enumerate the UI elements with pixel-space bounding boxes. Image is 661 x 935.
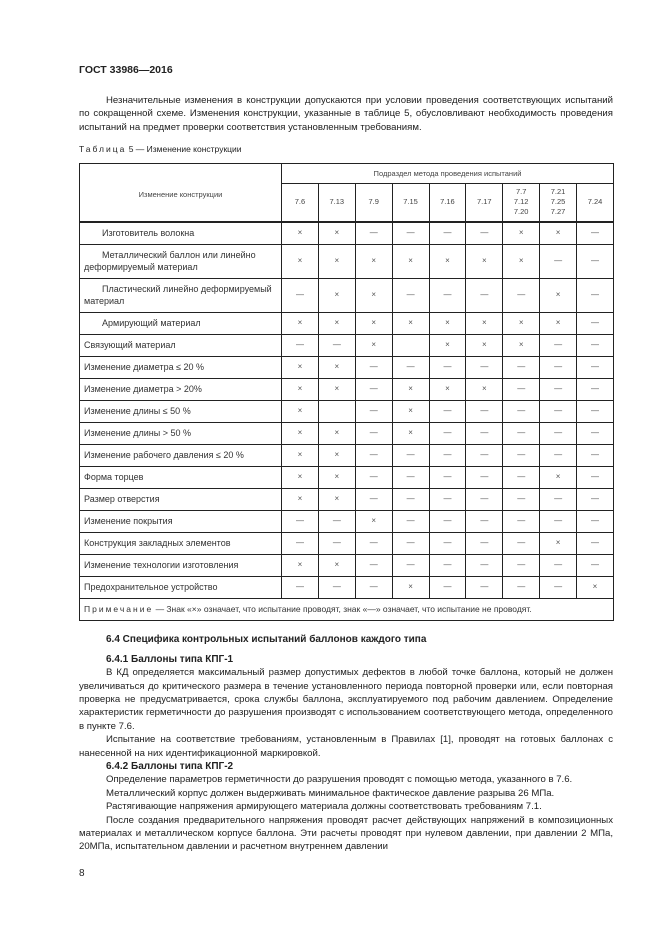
cell-mark: — [355, 466, 392, 488]
cell-mark: — [392, 532, 429, 554]
table-row [80, 466, 614, 488]
cell-mark: — [540, 554, 577, 576]
table-caption [79, 144, 613, 155]
caption-label: Таблица [79, 144, 127, 155]
table-row [80, 532, 614, 554]
cell-mark: × [577, 576, 614, 598]
design-change-table [79, 163, 614, 621]
cell-mark: — [577, 400, 614, 422]
section-6-4-1-title: 6.4.1 Баллоны типа КПГ-1 [106, 653, 234, 665]
cell-mark: — [577, 278, 614, 312]
row-label: Конструкция закладных элементов [80, 532, 282, 554]
cell-mark: × [540, 222, 577, 245]
cell-mark: × [503, 312, 540, 334]
cell-mark: × [355, 312, 392, 334]
paragraph: В КД определяется максимальный размер допустимых дефектов в любой точке баллона, который не должен увеличиваться до критического размера в течение установленного периода повторной проверки или, если повторная проверка не предусматривается, срока службы баллона, эксплуатируемого под рабочим давлением. Определение характеристик герметичности до разрушения производят с использованием соответствующего метода, определенного в пункте 7.6. [79, 667, 613, 732]
cell-mark: — [355, 554, 392, 576]
cell-mark: — [540, 488, 577, 510]
cell-mark: — [540, 444, 577, 466]
cell-mark: — [503, 278, 540, 312]
cell-mark: — [355, 400, 392, 422]
cell-mark: × [355, 278, 392, 312]
cell-mark: — [392, 554, 429, 576]
cell-mark: × [540, 278, 577, 312]
cell-mark: × [466, 312, 503, 334]
cell-mark: × [318, 312, 355, 334]
cell-mark: × [318, 488, 355, 510]
row-label: Изменение диаметра > 20% [80, 378, 282, 400]
cell-mark: — [577, 356, 614, 378]
cell-mark: — [429, 532, 466, 554]
cell-mark: — [577, 466, 614, 488]
cell-mark: — [282, 278, 319, 312]
cell-mark: — [503, 378, 540, 400]
cell-mark: — [466, 278, 503, 312]
cell-mark: — [503, 510, 540, 532]
cell-mark: — [577, 312, 614, 334]
cell-mark: × [318, 278, 355, 312]
cell-mark: — [466, 222, 503, 245]
cell-mark: × [392, 244, 429, 278]
table-note [80, 598, 614, 620]
cell-mark: × [318, 244, 355, 278]
cell-mark: — [466, 400, 503, 422]
paragraph: После создания предварительного напряжения проводят расчет действующих напряжений в композиционных материалах и металлическом корпусе баллона. Эти расчеты проводят при нулевом давлении, при давлении 2 МПа, 20МПа, испытательном давлении и расчетном внутреннем давлении [79, 814, 613, 853]
cell-mark: × [392, 422, 429, 444]
cell-mark: × [282, 378, 319, 400]
cell-mark: — [429, 554, 466, 576]
row-label: Форма торцев [80, 466, 282, 488]
cell-mark: — [577, 334, 614, 356]
cell-mark [392, 334, 429, 356]
cell-mark: × [503, 244, 540, 278]
note-label: Примечание [84, 603, 154, 614]
cell-mark: — [355, 444, 392, 466]
cell-mark: × [503, 222, 540, 245]
cell-mark: — [355, 356, 392, 378]
cell-mark: — [540, 334, 577, 356]
cell-mark: — [318, 510, 355, 532]
row-label: Изменение технологии изготовления [80, 554, 282, 576]
cell-mark: × [355, 244, 392, 278]
cell-mark: — [429, 356, 466, 378]
cell-mark: — [466, 510, 503, 532]
cell-mark: × [318, 554, 355, 576]
col-header: 7.6 [282, 184, 319, 222]
cell-mark: — [429, 278, 466, 312]
row-label: Изменение рабочего давления ≤ 20 % [80, 444, 282, 466]
cell-mark: — [318, 532, 355, 554]
cell-mark: × [429, 334, 466, 356]
cell-mark: × [392, 312, 429, 334]
cell-mark: — [466, 576, 503, 598]
cell-mark: — [466, 356, 503, 378]
table-row [80, 422, 614, 444]
paragraph: Металлический корпус должен выдерживать минимальное фактическое давление разрыва 26 МПа. [106, 787, 555, 799]
cell-mark: × [282, 554, 319, 576]
cell-mark: — [577, 244, 614, 278]
cell-mark: × [282, 488, 319, 510]
cell-mark: × [318, 222, 355, 245]
table-row [80, 400, 614, 422]
col-header: 7.17 [466, 184, 503, 222]
col-header: 7.15 [392, 184, 429, 222]
row-label: Армирующий материал [80, 312, 282, 334]
cell-mark: × [355, 510, 392, 532]
cell-mark: × [282, 466, 319, 488]
section-6-4-2-title: 6.4.2 Баллоны типа КПГ-2 [106, 760, 234, 772]
col-header-change: Изменение конструкции [80, 164, 282, 222]
cell-mark: — [429, 400, 466, 422]
table-note-row [80, 598, 614, 620]
cell-mark: × [392, 576, 429, 598]
cell-mark: — [392, 444, 429, 466]
cell-mark: — [466, 532, 503, 554]
cell-mark: — [577, 554, 614, 576]
cell-mark: — [282, 576, 319, 598]
row-label: Изменение покрытия [80, 510, 282, 532]
cell-mark: × [429, 312, 466, 334]
cell-mark: × [318, 444, 355, 466]
cell-mark: — [466, 466, 503, 488]
cell-mark: — [577, 488, 614, 510]
cell-mark: × [282, 422, 319, 444]
cell-mark: — [466, 554, 503, 576]
row-label: Изменение диаметра ≤ 20 % [80, 356, 282, 378]
cell-mark: — [429, 444, 466, 466]
cell-mark: — [503, 488, 540, 510]
cell-mark: — [503, 356, 540, 378]
cell-mark: — [392, 466, 429, 488]
row-label: Связующий материал [80, 334, 282, 356]
cell-mark: × [466, 244, 503, 278]
cell-mark: — [282, 334, 319, 356]
row-label: Изменение длины > 50 % [80, 422, 282, 444]
paragraph: Растягивающие напряжения армирующего материала должны соответствовать требованиям 7.1. [106, 801, 542, 813]
cell-mark: — [355, 532, 392, 554]
row-label: Изготовитель волокна [80, 222, 282, 245]
cell-mark: — [503, 444, 540, 466]
cell-mark: — [392, 278, 429, 312]
section-6-4 [79, 633, 613, 854]
cell-mark: × [318, 422, 355, 444]
table-row [80, 554, 614, 576]
col-header: 7.13 [318, 184, 355, 222]
group-header: Подраздел метода проведения испытаний [282, 164, 614, 184]
paragraph: Определение параметров герметичности до разрушения проводят с помощью метода, указанного в 7.6. [106, 774, 573, 786]
cell-mark: — [429, 488, 466, 510]
cell-mark: — [503, 400, 540, 422]
caption-text: 5 — Изменение конструкции [128, 144, 242, 155]
cell-mark: — [392, 356, 429, 378]
cell-mark: — [577, 532, 614, 554]
cell-mark: — [466, 488, 503, 510]
cell-mark: — [392, 222, 429, 245]
cell-mark: × [392, 400, 429, 422]
table-row [80, 334, 614, 356]
cell-mark: — [318, 334, 355, 356]
table-row [80, 510, 614, 532]
col-header: 7.21 7.25 7.27 [540, 184, 577, 222]
cell-mark: × [282, 356, 319, 378]
cell-mark: — [282, 532, 319, 554]
cell-mark: — [355, 422, 392, 444]
cell-mark: — [392, 510, 429, 532]
cell-mark: — [318, 576, 355, 598]
table-row [80, 576, 614, 598]
cell-mark: — [355, 576, 392, 598]
col-header: 7.16 [429, 184, 466, 222]
cell-mark: × [540, 312, 577, 334]
cell-mark: × [318, 378, 355, 400]
col-header: 7.24 [577, 184, 614, 222]
section-6-4-title: 6.4 Специфика контрольных испытаний баллонов каждого типа [106, 633, 427, 645]
cell-mark: — [577, 378, 614, 400]
cell-mark: — [540, 378, 577, 400]
row-label: Предохранительное устройство [80, 576, 282, 598]
cell-mark: — [429, 422, 466, 444]
cell-mark: — [577, 222, 614, 245]
col-header: 7.7 7.12 7.20 [503, 184, 540, 222]
cell-mark: — [503, 576, 540, 598]
cell-mark: × [392, 378, 429, 400]
cell-mark: × [503, 334, 540, 356]
cell-mark: — [355, 488, 392, 510]
intro-paragraph: Незначительные изменения в конструкции допускаются при условии проведения соответствующих испытаний по сокращенной схеме. Изменения конструкции, указанные в таблице 5, обусловливают необходимость проведения испытаний на предмет проверки соответствия установленным требованиям. [79, 95, 613, 133]
cell-mark: — [577, 422, 614, 444]
table-row [80, 244, 614, 278]
cell-mark: — [466, 444, 503, 466]
cell-mark: × [282, 400, 319, 422]
cell-mark: — [540, 576, 577, 598]
col-header: 7.9 [355, 184, 392, 222]
cell-mark: — [577, 510, 614, 532]
cell-mark: — [503, 466, 540, 488]
note-text: — Знак «×» означает, что испытание проводят, знак «—» означает, что испытание не проводят. [153, 603, 532, 614]
cell-mark: — [429, 576, 466, 598]
table-row [80, 312, 614, 334]
cell-mark: — [540, 356, 577, 378]
cell-mark: × [355, 334, 392, 356]
paragraph: Испытание на соответствие требованиям, установленным в Правилах [1], проводят на готовых баллонах с нанесенной на них идентификационной маркировкой. [79, 734, 613, 759]
row-label: Изменение длины ≤ 50 % [80, 400, 282, 422]
table-row [80, 278, 614, 312]
cell-mark: — [503, 554, 540, 576]
page-number: 8 [79, 867, 85, 879]
table-row [80, 222, 614, 245]
cell-mark: × [466, 334, 503, 356]
cell-mark: × [318, 356, 355, 378]
cell-mark: — [282, 510, 319, 532]
cell-mark: — [577, 444, 614, 466]
cell-mark: × [429, 378, 466, 400]
cell-mark [318, 400, 355, 422]
cell-mark: × [282, 312, 319, 334]
cell-mark: — [466, 422, 503, 444]
cell-mark: — [429, 466, 466, 488]
cell-mark: — [540, 510, 577, 532]
cell-mark: × [540, 466, 577, 488]
row-label: Металлический баллон или линейно деформируемый материал [80, 244, 282, 278]
table-row [80, 444, 614, 466]
document-id: ГОСТ 33986—2016 [79, 64, 173, 76]
cell-mark: — [429, 222, 466, 245]
cell-mark: × [540, 532, 577, 554]
cell-mark: × [282, 244, 319, 278]
cell-mark: — [540, 422, 577, 444]
row-label: Размер отверстия [80, 488, 282, 510]
row-label: Пластический линейно деформируемый материал [80, 278, 282, 312]
cell-mark: × [282, 444, 319, 466]
cell-mark: — [503, 422, 540, 444]
cell-mark: — [392, 488, 429, 510]
cell-mark: — [429, 510, 466, 532]
table-row [80, 356, 614, 378]
cell-mark: — [355, 222, 392, 245]
cell-mark: × [466, 378, 503, 400]
cell-mark: — [540, 400, 577, 422]
cell-mark: × [318, 466, 355, 488]
cell-mark: × [282, 222, 319, 245]
cell-mark: — [540, 244, 577, 278]
table-row [80, 378, 614, 400]
cell-mark: — [503, 532, 540, 554]
cell-mark: — [355, 378, 392, 400]
cell-mark: × [429, 244, 466, 278]
table-row [80, 488, 614, 510]
